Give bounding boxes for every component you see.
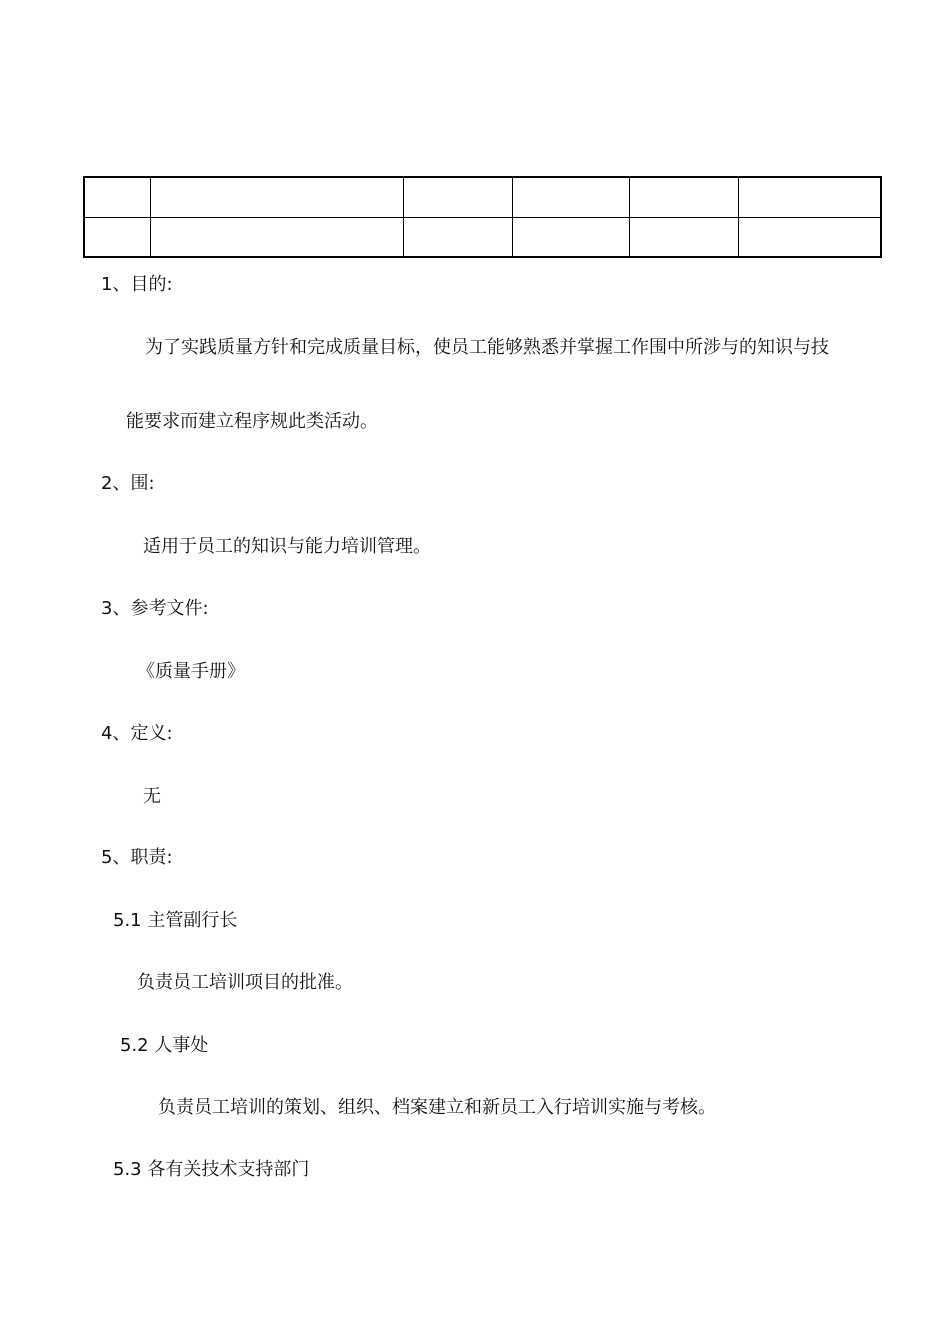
duty-5-2-text: 负责员工培训的策划、组织、档案建立和新员工入行培训实施与考核。: [158, 1097, 716, 1118]
header-table-cell: [84, 177, 150, 217]
header-table-cell: [512, 217, 629, 257]
header-table-cell: [403, 177, 512, 217]
header-table-row: [84, 217, 881, 257]
duty-5-1-text: 负责员工培训项目的批准。: [137, 972, 353, 993]
header-table-row: [84, 177, 881, 217]
duty-heading: 5、职责:: [101, 847, 173, 868]
purpose-text-line-1: 为了实践质量方针和完成质量目标，使员工能够熟悉并掌握工作围中所涉与的知识与技: [145, 337, 829, 358]
scope-text: 适用于员工的知识与能力培训管理。: [143, 536, 431, 557]
header-table-cell: [629, 217, 738, 257]
header-table-cell: [403, 217, 512, 257]
purpose-heading: 1、目的:: [101, 274, 173, 295]
purpose-text-line-2: 能要求而建立程序规此类活动。: [126, 411, 378, 432]
scope-heading: 2、围:: [101, 473, 155, 494]
duty-5-3-heading: 5.3 各有关技术支持部门: [113, 1159, 310, 1180]
header-table-cell: [738, 177, 881, 217]
header-table-cell: [738, 217, 881, 257]
reference-text: 《质量手册》: [137, 661, 245, 682]
header-table-cell: [150, 217, 403, 257]
definition-heading: 4、定义:: [101, 723, 173, 744]
duty-5-1-heading: 5.1 主管副行长: [113, 910, 238, 931]
reference-heading: 3、参考文件:: [101, 598, 209, 619]
header-table-cell: [629, 177, 738, 217]
definition-text: 无: [143, 786, 161, 807]
document-header-table: [83, 176, 882, 258]
duty-5-2-heading: 5.2 人事处: [120, 1035, 209, 1056]
header-table-cell: [84, 217, 150, 257]
header-table-cell: [150, 177, 403, 217]
header-table-cell: [512, 177, 629, 217]
